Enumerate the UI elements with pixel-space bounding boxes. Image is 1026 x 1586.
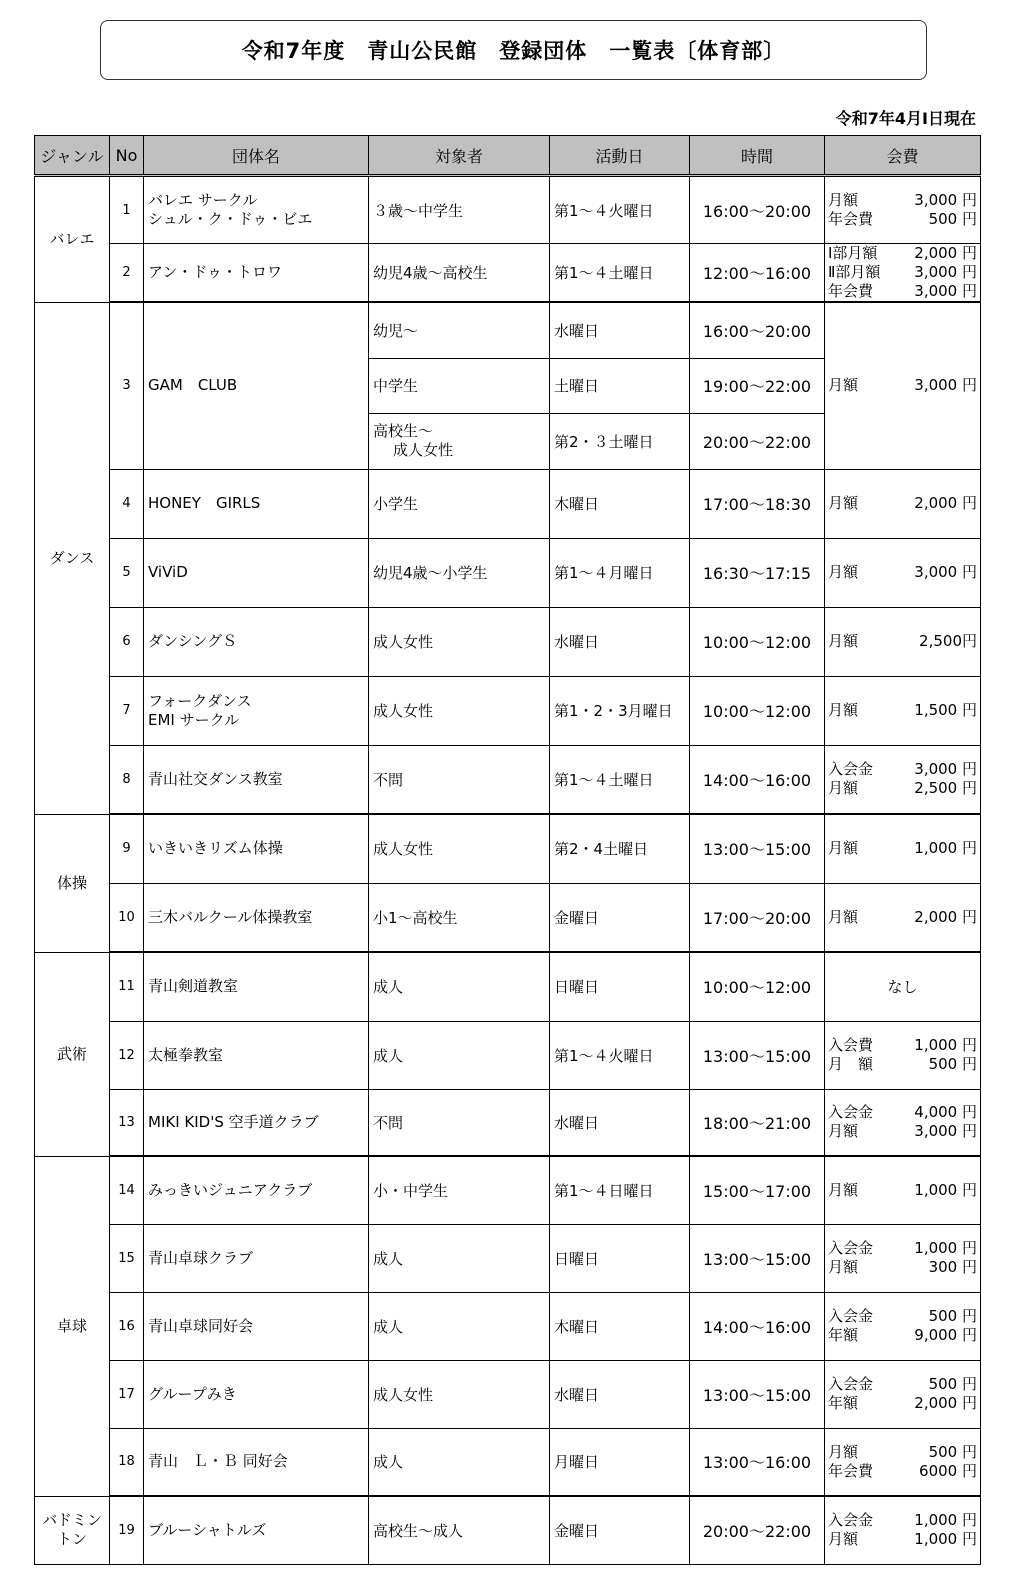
target-audience (369, 413, 550, 469)
group-name (144, 1496, 369, 1564)
genre-cell (35, 1496, 110, 1564)
row-number: 18 (110, 1428, 144, 1496)
fee-cell (825, 745, 981, 814)
activity-day: 金曜日 (550, 1496, 690, 1564)
fee-label: 月額 (828, 779, 859, 798)
fee-label: 月額 (828, 632, 859, 650)
table-row (35, 676, 981, 745)
header-fee: 会費 (825, 136, 981, 176)
group-name-line: HONEY GIRLS (148, 494, 261, 512)
fee-line (828, 263, 977, 282)
group-name (144, 883, 369, 952)
fee-cell (825, 607, 981, 676)
activity-day: 第1～４日曜日 (550, 1156, 690, 1224)
header-activity-day: 活動日 (550, 136, 690, 176)
target-audience: 幼児～ (369, 302, 550, 358)
fee-line (828, 1326, 977, 1345)
fee-line (828, 494, 977, 513)
fee-cell (825, 883, 981, 952)
fee-cell (825, 1428, 981, 1496)
group-name-line: EMI サークル (148, 710, 240, 729)
table-row (35, 1224, 981, 1292)
row-number: 2 (110, 244, 144, 303)
fee-cell (825, 302, 981, 469)
fee-cell (825, 1224, 981, 1292)
activity-time: 13:00～15:00 (690, 1224, 825, 1292)
activity-time: 20:00～22:00 (690, 1496, 825, 1564)
table-row (35, 607, 981, 676)
target-audience: 成人 (369, 1021, 550, 1089)
activity-day: 金曜日 (550, 883, 690, 952)
activity-time: 13:00～15:00 (690, 1021, 825, 1089)
table-row (35, 1021, 981, 1089)
group-name-line: 青山卓球同好会 (148, 1316, 254, 1335)
table-row (35, 469, 981, 538)
group-name-line: ダンシングＳ (148, 632, 238, 650)
row-number: 11 (110, 952, 144, 1021)
fee-amount: 2,000 円 (914, 907, 977, 926)
activity-day: 水曜日 (550, 1089, 690, 1156)
fee-amount: 4,000 円 (914, 1103, 977, 1122)
fee-cell (825, 1496, 981, 1564)
fee-line (828, 376, 977, 395)
fee-label: 月額 (828, 191, 859, 209)
group-name-line: 青山卓球クラブ (148, 1248, 254, 1267)
fee-cell (825, 176, 981, 244)
row-number: 12 (110, 1021, 144, 1089)
table-row (35, 538, 981, 607)
fee-line (828, 908, 977, 927)
row-number: 8 (110, 745, 144, 814)
genre-cell: 体操 (35, 814, 110, 952)
target-audience: ３歳～中学生 (369, 176, 550, 244)
target-audience: 小・中学生 (369, 1156, 550, 1224)
fee-amount: 500 円 (928, 210, 977, 228)
group-name-line: アン・ドゥ・トロワ (148, 263, 283, 281)
fee-label: 月額 (828, 494, 859, 512)
fee-label: 入会金 (828, 1307, 874, 1325)
genre-cell: 卓球 (35, 1156, 110, 1496)
fee-line (828, 1258, 977, 1277)
group-name (144, 469, 369, 538)
fee-label: 月額 (828, 1442, 859, 1461)
fee-cell (825, 538, 981, 607)
activity-time: 17:00～20:00 (690, 883, 825, 952)
group-name (144, 607, 369, 676)
fee-line (828, 701, 977, 720)
activity-time: 12:00～16:00 (690, 244, 825, 303)
target-audience: 成人 (369, 952, 550, 1021)
row-number: 6 (110, 607, 144, 676)
fee-amount: 3,000 円 (914, 563, 977, 581)
fee-amount: 6000 円 (919, 1461, 977, 1480)
activity-day: 第2・4土曜日 (550, 814, 690, 883)
fee-amount: 1,500 円 (914, 701, 977, 719)
target-audience: 成人女性 (369, 676, 550, 745)
activity-day: 水曜日 (550, 607, 690, 676)
fee-amount: 2,000 円 (914, 1394, 977, 1412)
fee-label: 入会金 (828, 1103, 874, 1122)
fee-cell (825, 244, 981, 303)
fee-line (828, 760, 977, 779)
fee-line (828, 1103, 977, 1122)
group-name-line: グループみき (148, 1384, 237, 1403)
row-number: 3 (110, 302, 144, 469)
fee-cell (825, 1089, 981, 1156)
group-name (144, 745, 369, 814)
target-audience: 小1～高校生 (369, 883, 550, 952)
activity-time: 19:00～22:00 (690, 358, 825, 413)
target-audience: 高校生～成人 (369, 1496, 550, 1564)
genre-cell: バレエ (35, 176, 110, 303)
fee-label: 年額 (828, 1326, 859, 1344)
fee-amount: 3,000 円 (914, 376, 977, 395)
fee-label: 入会金 (828, 1511, 874, 1530)
activity-day: 第1～４火曜日 (550, 1021, 690, 1089)
activity-day: 日曜日 (550, 952, 690, 1021)
group-name (144, 952, 369, 1021)
header-target: 対象者 (369, 136, 550, 176)
activity-day: 第1～４月曜日 (550, 538, 690, 607)
fee-label: 月 額 (828, 1055, 874, 1073)
activity-time: 10:00～12:00 (690, 676, 825, 745)
page-title: 令和7年度 青山公民館 登録団体 一覧表〔体育部〕 (100, 20, 927, 80)
fee-line (828, 1307, 977, 1326)
fee-amount: 3,000 円 (914, 1122, 977, 1141)
fee-line (828, 1036, 977, 1055)
table-row (35, 302, 981, 358)
row-number: 16 (110, 1292, 144, 1360)
activity-time: 16:00～20:00 (690, 302, 825, 358)
group-name-line: 三木バルクール体操教室 (148, 907, 313, 926)
fee-cell (825, 676, 981, 745)
fee-cell (825, 1292, 981, 1360)
group-name (144, 1021, 369, 1089)
table-row (35, 814, 981, 883)
fee-line (828, 1394, 977, 1413)
activity-day: 日曜日 (550, 1224, 690, 1292)
activity-time: 15:00～17:00 (690, 1156, 825, 1224)
table-row (35, 745, 981, 814)
table-row (35, 952, 981, 1021)
row-number: 10 (110, 883, 144, 952)
target-audience: 成人 (369, 1292, 550, 1360)
target-audience: 成人女性 (369, 814, 550, 883)
group-name-line: バレエ サークル (148, 191, 258, 209)
fee-amount: 500 円 (928, 1442, 977, 1461)
activity-day: 第1～４土曜日 (550, 244, 690, 303)
activity-time: 14:00～16:00 (690, 745, 825, 814)
fee-label: Ⅰ部月額 (828, 244, 878, 262)
fee-label: 年会費 (828, 1461, 874, 1480)
group-name-line: ブルーシャトルズ (148, 1520, 267, 1539)
row-number: 1 (110, 176, 144, 244)
group-name-line: ViViD (148, 563, 188, 581)
activity-day: 木曜日 (550, 469, 690, 538)
fee-amount: 1,000 円 (914, 1530, 977, 1549)
genre-line: トン (56, 1530, 87, 1548)
activity-time: 20:00～22:00 (690, 413, 825, 469)
table-row (35, 1089, 981, 1156)
header-no: No (110, 136, 144, 176)
group-name (144, 1428, 369, 1496)
fee-cell (825, 814, 981, 883)
fee-line (828, 282, 977, 301)
fee-amount: 1,000 円 (914, 1511, 977, 1530)
header-genre: ジャンル (35, 136, 110, 176)
activity-time: 13:00～15:00 (690, 814, 825, 883)
fee-line (828, 1530, 977, 1549)
group-name (144, 1156, 369, 1224)
fee-label: 月額 (828, 701, 859, 719)
fee-label: 入会費 (828, 1036, 874, 1054)
genre-cell: ダンス (35, 302, 110, 814)
table-row (35, 1496, 981, 1564)
groups-table (34, 135, 981, 1565)
group-name-line: 青山 Ｌ・Ｂ 同好会 (148, 1452, 288, 1471)
activity-time: 14:00～16:00 (690, 1292, 825, 1360)
fee-line (828, 191, 977, 210)
target-audience: 不問 (369, 745, 550, 814)
row-number: 13 (110, 1089, 144, 1156)
fee-label: 月額 (828, 1122, 859, 1141)
fee-label: 月額 (828, 1530, 859, 1549)
activity-day: 土曜日 (550, 358, 690, 413)
group-name (144, 1292, 369, 1360)
fee-line (828, 1511, 977, 1530)
fee-line (828, 563, 977, 582)
fee-label: 年額 (828, 1394, 859, 1412)
row-number: 14 (110, 1156, 144, 1224)
row-number: 15 (110, 1224, 144, 1292)
group-name-line: 青山社交ダンス教室 (148, 769, 283, 788)
fee-line (828, 779, 977, 798)
fee-amount: 2,500 円 (914, 779, 977, 798)
target-audience: 幼児4歳～小学生 (369, 538, 550, 607)
activity-day: 木曜日 (550, 1292, 690, 1360)
fee-line (828, 839, 977, 858)
fee-amount: 2,500円 (919, 632, 977, 650)
table-header-row (35, 136, 981, 176)
fee-label: 年会費 (828, 282, 874, 300)
group-name (144, 538, 369, 607)
as-of-date: 令和7年4月Ⅰ日現在 (835, 109, 976, 128)
activity-time: 10:00～12:00 (690, 607, 825, 676)
fee-label: 入会金 (828, 760, 874, 779)
fee-label: 入会金 (828, 1375, 874, 1393)
activity-time: 18:00～21:00 (690, 1089, 825, 1156)
target-audience: 幼児4歳～高校生 (369, 244, 550, 303)
fee-line (828, 1181, 977, 1200)
group-name (144, 1089, 369, 1156)
table-row (35, 1360, 981, 1428)
table-row (35, 1156, 981, 1224)
fee-amount: 3,000 円 (914, 282, 977, 300)
fee-label: 月額 (828, 907, 859, 926)
group-name-line: いきいきリズム体操 (148, 839, 283, 858)
fee-line (828, 632, 977, 651)
target-audience: 成人女性 (369, 607, 550, 676)
fee-amount: 1,000 円 (914, 1180, 977, 1199)
fee-amount: 500 円 (928, 1055, 977, 1073)
fee-amount: 300 円 (928, 1258, 977, 1276)
target-audience: 成人 (369, 1224, 550, 1292)
activity-time: 10:00～12:00 (690, 952, 825, 1021)
target-line: 成人女性 (393, 441, 454, 459)
fee-amount: 1,000 円 (914, 839, 977, 858)
target-audience: 成人 (369, 1428, 550, 1496)
fee-cell (825, 469, 981, 538)
fee-amount: 3,000 円 (914, 760, 977, 779)
activity-day: 水曜日 (550, 1360, 690, 1428)
activity-day: 月曜日 (550, 1428, 690, 1496)
fee-line (828, 244, 977, 263)
table-row (35, 1292, 981, 1360)
fee-line (828, 210, 977, 229)
group-name (144, 1224, 369, 1292)
fee-line (828, 1375, 977, 1394)
table-row (35, 176, 981, 244)
row-number: 19 (110, 1496, 144, 1564)
group-name-line: 太極拳教室 (148, 1045, 224, 1064)
group-name (144, 676, 369, 745)
fee-amount: 2,000 円 (914, 494, 977, 512)
fee-label: Ⅱ部月額 (828, 263, 881, 281)
group-name (144, 302, 369, 469)
fee-line (828, 1443, 977, 1462)
fee-line (828, 1122, 977, 1141)
activity-day: 第1～４火曜日 (550, 176, 690, 244)
genre-line: バドミン (42, 1511, 102, 1529)
table-row (35, 1428, 981, 1496)
fee-cell (825, 1021, 981, 1089)
group-name-line: MIKI KID'S 空手道クラブ (148, 1112, 319, 1131)
target-audience: 不問 (369, 1089, 550, 1156)
activity-time: 16:30～17:15 (690, 538, 825, 607)
activity-time: 13:00～16:00 (690, 1428, 825, 1496)
table-row (35, 883, 981, 952)
group-name-line: シュル・ク・ドゥ・ビエ (148, 210, 313, 228)
fee-label: 月額 (828, 376, 859, 395)
row-number: 4 (110, 469, 144, 538)
group-name (144, 244, 369, 303)
row-number: 17 (110, 1360, 144, 1428)
group-name-line: フォークダンス (148, 691, 252, 710)
target-line: 高校生～ (373, 422, 434, 440)
group-name-line: 青山剣道教室 (148, 977, 239, 996)
activity-time: 13:00～15:00 (690, 1360, 825, 1428)
target-audience: 中学生 (369, 358, 550, 413)
activity-time: 17:00～18:30 (690, 469, 825, 538)
fee-label: 入会金 (828, 1239, 874, 1257)
fee-line (828, 1055, 977, 1074)
row-number: 7 (110, 676, 144, 745)
fee-amount: 3,000 円 (914, 191, 977, 209)
fee-amount: 500 円 (928, 1375, 977, 1393)
fee-label: 月額 (828, 1258, 859, 1276)
row-number: 9 (110, 814, 144, 883)
group-name (144, 176, 369, 244)
group-name-line: みっきいジュニアクラブ (148, 1180, 313, 1199)
fee-label: 月額 (828, 1180, 859, 1199)
group-name (144, 1360, 369, 1428)
activity-day: 第1・2・3月曜日 (550, 676, 690, 745)
genre-cell: 武術 (35, 952, 110, 1156)
fee-line (828, 1462, 977, 1481)
fee-cell (825, 1156, 981, 1224)
fee-amount: 2,000 円 (914, 244, 977, 262)
group-name (144, 814, 369, 883)
target-audience: 成人女性 (369, 1360, 550, 1428)
fee-label: 月額 (828, 563, 859, 581)
fee-line (828, 1239, 977, 1258)
target-audience: 小学生 (369, 469, 550, 538)
fee-amount: 3,000 円 (914, 263, 977, 281)
row-number: 5 (110, 538, 144, 607)
activity-day: 第1～４土曜日 (550, 745, 690, 814)
table-row (35, 244, 981, 303)
activity-time: 16:00～20:00 (690, 176, 825, 244)
fee-cell: なし (825, 952, 981, 1021)
fee-cell (825, 1360, 981, 1428)
fee-label: 月額 (828, 839, 859, 858)
fee-amount: 500 円 (928, 1307, 977, 1325)
fee-label: 年会費 (828, 210, 874, 228)
fee-amount: 1,000 円 (914, 1239, 977, 1257)
header-group-name: 団体名 (144, 136, 369, 176)
fee-amount: 1,000 円 (914, 1036, 977, 1054)
header-time: 時間 (690, 136, 825, 176)
fee-amount: 9,000 円 (914, 1326, 977, 1344)
group-name-line: GAM CLUB (148, 376, 238, 395)
activity-day: 水曜日 (550, 302, 690, 358)
activity-day: 第2・３土曜日 (550, 413, 690, 469)
